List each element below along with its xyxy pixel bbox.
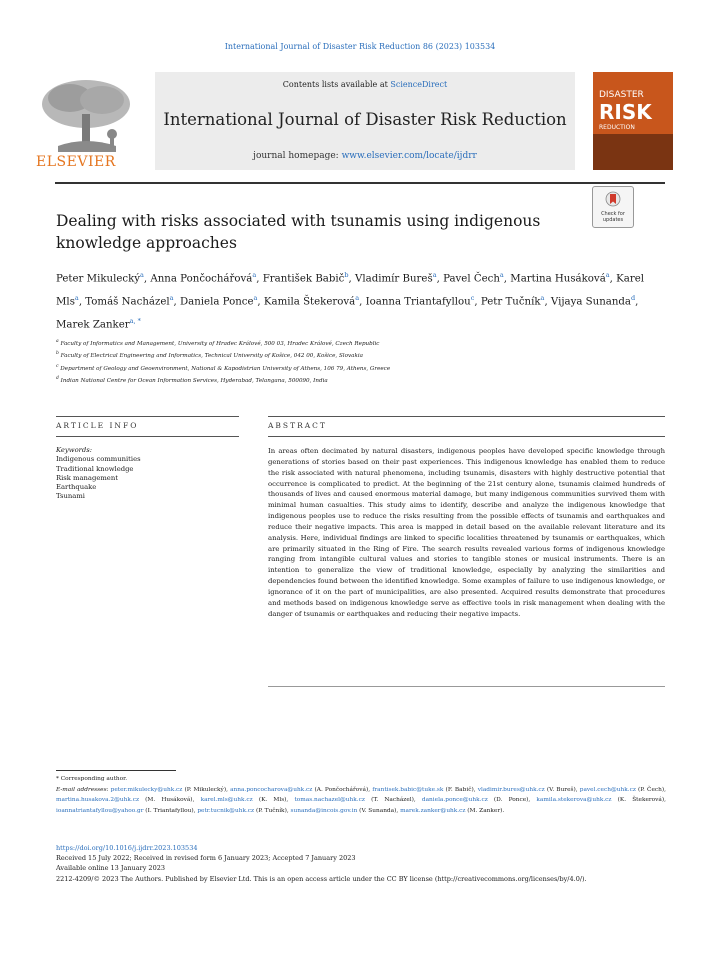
author-name[interactable]: Vijaya Sunanda xyxy=(550,296,631,308)
author-name[interactable]: Marek Zanker xyxy=(56,318,130,330)
author-name[interactable]: Ioanna Triantafyllou xyxy=(365,296,471,308)
homepage-line xyxy=(155,151,575,161)
footnote-rule xyxy=(56,770,176,771)
online-date: Available online 13 January 2023 xyxy=(56,864,165,873)
affiliation xyxy=(56,362,656,374)
license-statement: 2212-4209/© 2023 The Authors. Published by Elsevier Ltd. This is an open access article under the CC BY license (http://creativecommons.org/licenses/by/4.0/). xyxy=(56,874,587,883)
cover-line2: RISK xyxy=(599,100,652,124)
email-owner: (D. Ponce), xyxy=(487,797,537,804)
email-link[interactable]: martina.husakova.2@uhk.cz xyxy=(56,797,140,804)
contents-line xyxy=(155,80,575,89)
author-name[interactable]: Vladimír Bureš xyxy=(355,273,433,285)
article-info-heading: ARTICLE INFO xyxy=(56,421,139,430)
footnotes xyxy=(56,774,666,817)
email-owner: (V. Sunanda), xyxy=(357,808,401,815)
keyword: Tsunami xyxy=(56,492,85,501)
tree-icon xyxy=(28,76,146,154)
email-link[interactable]: karel.mls@uhk.cz xyxy=(200,797,253,804)
keyword: Risk management xyxy=(56,473,118,482)
bookmark-icon xyxy=(605,191,621,209)
journal-masthead xyxy=(28,68,673,178)
email-link[interactable]: frantisek.babic@tuke.sk xyxy=(372,786,444,793)
author-affiliation-mark[interactable]: a xyxy=(252,271,257,279)
email-owner: (I. Triantafyllou), xyxy=(143,808,198,815)
author-affiliation-mark[interactable]: a xyxy=(253,293,258,302)
keywords-label: Keywords: xyxy=(56,446,93,454)
affiliation-mark: d xyxy=(56,375,59,381)
bibliographic-info xyxy=(56,843,666,884)
affiliation xyxy=(56,349,656,361)
author-name[interactable]: Kamila Štekerová xyxy=(263,296,356,308)
author-affiliation-mark[interactable]: d xyxy=(631,293,636,302)
author-affiliation-mark[interactable]: a xyxy=(355,293,360,302)
keyword: Traditional knowledge xyxy=(56,464,134,473)
homepage-prefix: journal homepage: xyxy=(253,151,342,161)
cover-line1: DISASTER xyxy=(599,90,644,100)
affiliation-text: Department of Geology and Geoenvironment, National & Kapodistrian University of Athens, 106 79, Athens, Greece xyxy=(58,365,391,372)
affiliation-list xyxy=(56,337,656,386)
affiliation-text: Faculty of Informatics and Management, University of Hradec Králové, 500 03, Hradec Králové, Czech Republic xyxy=(58,340,380,347)
doi-link[interactable]: https://doi.org/10.1016/j.ijdrr.2023.103534 xyxy=(56,844,198,852)
email-owner: (M. Zanker). xyxy=(465,808,505,815)
homepage-link[interactable]: www.elsevier.com/locate/ijdrr xyxy=(341,151,477,161)
email-owner: (P. Čech), xyxy=(635,786,666,793)
check-updates-label: Check for updates xyxy=(601,211,625,223)
email-link[interactable]: tomas.nachazel@uhk.cz xyxy=(294,797,365,804)
author-name[interactable]: Daniela Ponce xyxy=(180,296,254,308)
journal-cover-thumbnail[interactable] xyxy=(593,72,673,170)
email-label: E-mail addresses: xyxy=(56,786,111,793)
publisher-name: ELSEVIER xyxy=(36,154,116,170)
running-head[interactable]: International Journal of Disaster Risk Reduction 86 (2023) 103534 xyxy=(224,42,496,51)
received-dates: Received 15 July 2022; Received in revised form 6 January 2023; Accepted 7 January 2023 xyxy=(56,854,356,863)
author-list: Peter Mikulecký$^a$, Anna Pončochářová$^a$, František Babič$^b$, Vladimír Bureš$^a$, Pavel Čech$^a$, Martina Husáková$^a$, Karel Mls$^a$, Tomáš Nacházel$^a$, Daniela Ponce$^a$, Kamila Štekerová$^a$, Ioanna Triantafyllou$^c$, Petr Tučník$^a$, Vijaya Sunanda$^d$, Marek Zanker$^{a, *}$ xyxy=(56,271,644,330)
author-affiliation-mark[interactable]: a xyxy=(432,271,437,279)
author-affiliation-mark[interactable]: a xyxy=(540,293,545,302)
divider xyxy=(268,416,665,417)
email-link[interactable]: kamila.stekerova@uhk.cz xyxy=(536,797,612,804)
abstract-text: In areas often decimated by natural disasters, indigenous peoples have developed specific knowledge through generations of stories based on their past experiences. This indigenous knowledge has enabled them to reduce the risk associated with natural phenomena, including tsunamis, disasters with highly destructive potential that occurrence is complicated to predict. At the beginning of the 21st century alone, tsunamis claimed hundreds of thousands of lives and caused enormous material damage, but many indigenous communities survived them with minimal human casualties. This study aims to identify, describe and analyze the indigenous knowledge that indigenous peoples use to reduce the risks resulting from the possible effects of tsunamis and earthquakes and reduce their negative impacts. This area is mapped in detail based on the available relevant literature and its analysis. Here, individual findings are linked to specific localities threatened by tsunamis or earthquakes, which are primarily situated in the Ring of Fire. The search results revealed various forms of indigenous knowledge ranging from intangible cultural values and stories to tangible stones or musical instruments. There is an intention to generalize the view of traditional knowledge, especially by analyzing the similarities and dependencies found between the identified knowledge. Some examples of failure to use indigenous knowledge, or ignorance of it on the part of municipalities, are also presented. Acquired results demonstrate that procedures and methods based on indigenous knowledge serve as effective tools in risk management when dealing with the danger of tsunamis or earthquakes and reducing their negative impacts. xyxy=(268,447,665,618)
email-link[interactable]: vladimir.bures@uhk.cz xyxy=(477,786,545,793)
email-owner: (V. Bureš), xyxy=(544,786,580,793)
corresponding-note: * Corresponding author. xyxy=(56,776,128,782)
email-owner: (A. Pončochářová), xyxy=(312,786,373,793)
email-owner: (P. Mikulecký), xyxy=(182,786,231,793)
masthead-rule xyxy=(55,182,665,184)
sciencedirect-link[interactable]: ScienceDirect xyxy=(390,80,448,89)
keywords-block xyxy=(56,446,239,502)
affiliation-mark: c xyxy=(56,363,59,369)
author-affiliation-mark[interactable]: a xyxy=(169,293,174,302)
keyword-list xyxy=(56,455,239,501)
email-addresses xyxy=(56,785,666,817)
email-owner: (P. Tučník), xyxy=(254,808,291,815)
affiliation xyxy=(56,337,656,349)
author-name[interactable]: František Babič xyxy=(262,273,345,285)
affiliation-text: Faculty of Electrical Engineering and Informatics, Technical University of Košice, 042 00, Košice, Slovakia xyxy=(58,353,363,360)
author-affiliation-mark[interactable]: c xyxy=(470,293,475,302)
author-name[interactable]: Peter Mikulecký xyxy=(56,273,141,285)
email-link[interactable]: pavel.cech@uhk.cz xyxy=(579,786,636,793)
email-link[interactable]: daniela.ponce@uhk.cz xyxy=(421,797,488,804)
paper-title: Dealing with risks associated with tsunamis using indigenous knowledge approaches xyxy=(56,212,541,252)
abstract-heading: ABSTRACT xyxy=(268,421,327,430)
author-affiliation-mark[interactable]: a, * xyxy=(129,316,141,325)
affiliation-text: Indian National Centre for Ocean Information Services, Hyderabad, Telangana, 500090, India xyxy=(58,377,328,384)
author-affiliation-mark[interactable]: a xyxy=(140,271,144,279)
cover-band xyxy=(593,134,673,170)
author-name[interactable]: Martina Husáková xyxy=(510,273,606,285)
affiliation xyxy=(56,374,656,386)
author-affiliation-mark[interactable]: a xyxy=(499,271,504,279)
author-name[interactable]: Karel Mls xyxy=(56,273,644,308)
author-name[interactable]: Pavel Čech xyxy=(443,273,500,285)
author-affiliation-mark[interactable]: b xyxy=(344,271,349,279)
contents-prefix: Contents lists available at xyxy=(282,80,391,89)
keyword: Indigenous communities xyxy=(56,455,141,464)
email-owner: (T. Nacházel), xyxy=(364,797,422,804)
affiliation-mark: b xyxy=(56,351,59,357)
divider xyxy=(56,436,239,437)
elsevier-tree-logo xyxy=(28,76,146,172)
email-link[interactable]: marek.zanker@uhk.cz xyxy=(400,808,466,815)
check-for-updates-button[interactable] xyxy=(592,186,634,228)
author-affiliation-mark[interactable]: a xyxy=(74,293,79,302)
email-owner: (K. Štekerová), xyxy=(611,797,666,804)
author-name[interactable]: Petr Tučník xyxy=(480,296,541,308)
cover-line3: REDUCTION xyxy=(599,124,635,131)
divider xyxy=(268,686,665,687)
author-affiliation-mark[interactable]: a xyxy=(605,271,610,279)
email-link[interactable]: sunanda@incois.gov.in xyxy=(290,808,358,815)
email-link[interactable]: ioannatriantafyllou@yahoo.gr xyxy=(56,808,144,815)
email-link[interactable]: peter.mikulecky@uhk.cz xyxy=(110,786,183,793)
divider xyxy=(56,416,239,417)
author-name[interactable]: Tomáš Nacházel xyxy=(85,296,170,308)
email-link[interactable]: anna.poncocharova@uhk.cz xyxy=(230,786,313,793)
divider xyxy=(268,436,665,437)
affiliation-mark: a xyxy=(56,339,59,344)
email-owner: (K. Mls), xyxy=(252,797,295,804)
journal-title: International Journal of Disaster Risk Reduction xyxy=(163,110,567,129)
journal-info-box xyxy=(155,72,575,170)
email-link[interactable]: petr.tucnik@uhk.cz xyxy=(197,808,255,815)
keyword: Earthquake xyxy=(56,483,97,492)
author-name[interactable]: Anna Pončochářová xyxy=(150,273,253,285)
email-owner: (M. Husáková), xyxy=(139,797,201,804)
email-owner: (F. Babič), xyxy=(443,786,478,793)
